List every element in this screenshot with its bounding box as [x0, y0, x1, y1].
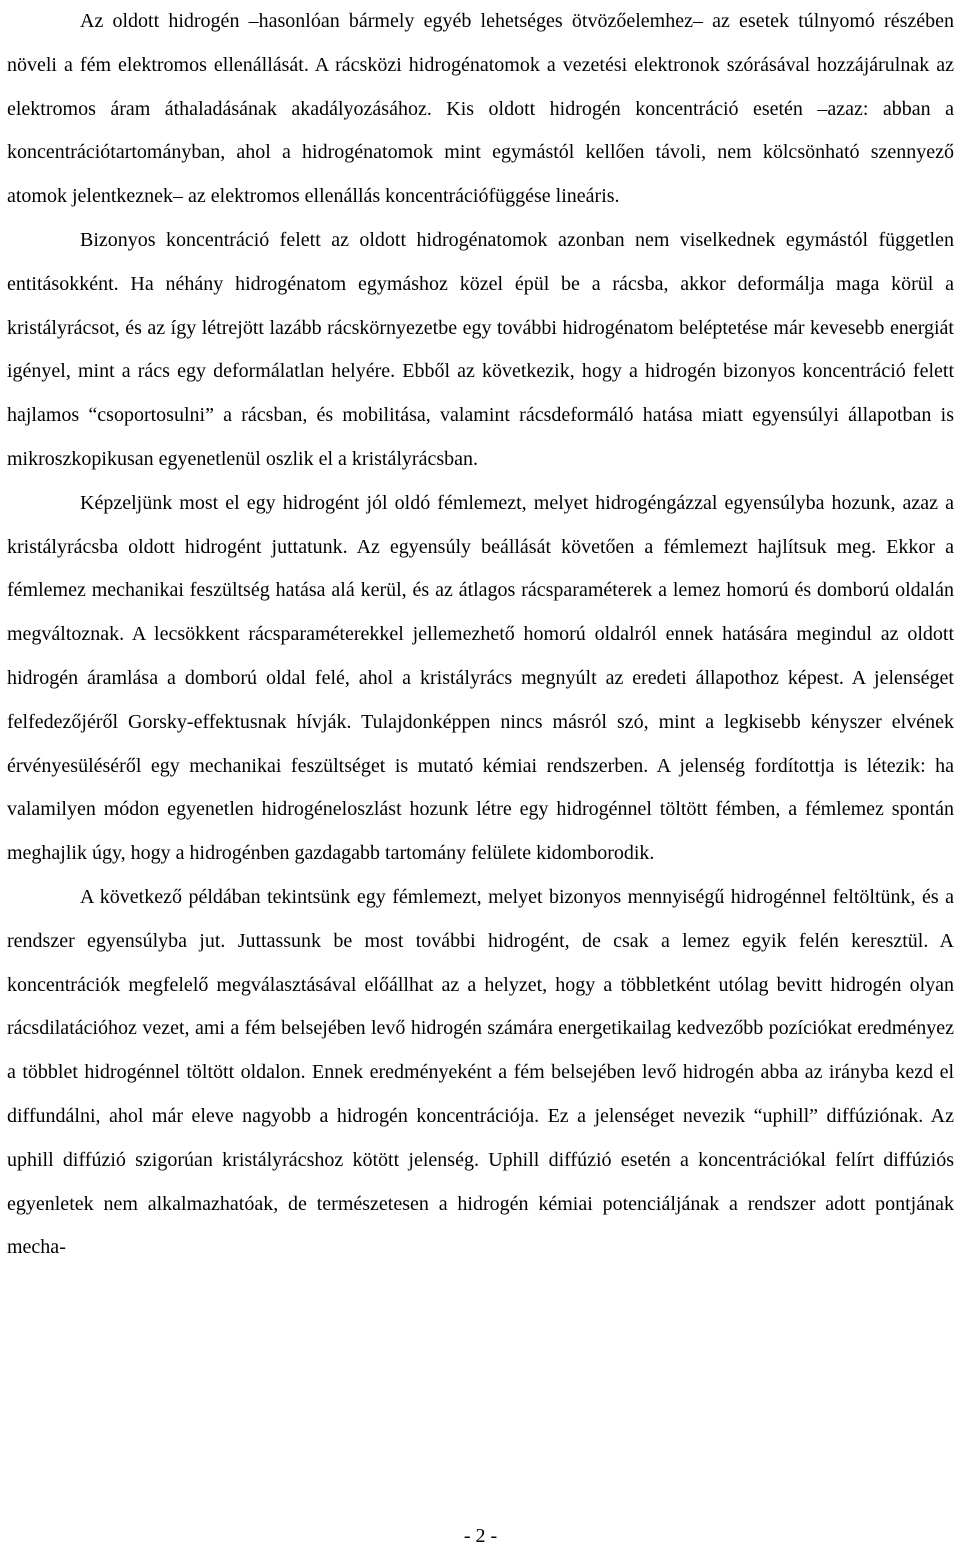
- paragraph-electrical-resistance: Az oldott hidrogén –hasonlóan bármely egyéb lehetséges ötvözőelemhez– az esetek túlnyomó részében növeli a fém elektromos ellenállását. A rácsközi hidrogénatomok a vezetési elektronok szórásával hozzájárulnak az elektromos áram áthaladásának akadályozásához. Kis oldott hidrogén koncentráció esetén –azaz: abban a koncentrációtartományban, ahol a hidrogénatomok mint egymástól kellően távoli, nem kölcsönható szennyező atomok jelentkeznek– az elektromos ellenállás koncentrációfüggése lineáris.: [7, 10, 954, 208]
- document-page: [7, 0, 954, 1547]
- paragraph-gorsky-effect: Képzeljünk most el egy hidrogént jól oldó fémlemezt, melyet hidrogéngázzal egyensúlyba hozunk, azaz a kristályrácsba oldott hidrogént juttatunk. Az egyensúly beállását követően a fémlemezt hajlítsuk meg. Ekkor a fémlemez mechanikai feszültség hatása alá kerül, és az átlagos rácsparaméterek a lemez homorú és domború oldalán megváltoznak. A lecsökkent rácsparaméterekkel jellemezhető homorú oldalról ennek hatására megindul az oldott hidrogén áramlása a domború oldal felé, ahol a kristályrács megnyúlt az eredeti állapothoz képest. A jelenséget felfedezőjéről Gorsky-effektusnak hívják. Tulajdonképpen nincs másról szó, mint a legkisebb kényszer elvének érvényesüléséről egy mechanikai feszültséget is mutató kémiai rendszerben. A jelenség fordítottja is létezik: ha valamilyen módon egyenetlen hidrogéneloszlást hozunk létre egy hidrogénnel töltött fémben, a fémlemez spontán meghajlik úgy, hogy a hidrogénben gazdagabb tartomány felülete kidomborodik.: [7, 491, 954, 865]
- document-body: [7, 0, 954, 1270]
- page-number: - 2 -: [463, 1525, 498, 1547]
- paragraph-hydrogen-clustering: Bizonyos koncentráció felett az oldott hidrogénatomok azonban nem viselkednek egymástól független entitásokként. Ha néhány hidrogénatom egymáshoz közel épül be a rácsba, akkor deformálja maga körül a kristályrácsot, és az így létrejött lazább rácskörnyezetbe egy további hidrogénatom beléptetése már kevesebb energiát igényel, mint a rács egy deformálatlan helyére. Ebből az következik, hogy a hidrogén bizonyos koncentráció felett hajlamos “csoportosulni” a rácsban, és mobilitása, valamint rácsdeformáló hatása miatt egyensúlyi állapotban is mikroszkopikusan egyenetlenül oszlik el a kristályrácsban.: [7, 228, 954, 470]
- paragraph-uphill-diffusion: A következő példában tekintsünk egy fémlemezt, melyet bizonyos mennyiségű hidrogénnel feltöltünk, és a rendszer egyensúlyba jut. Juttassunk be most további hidrogént, de csak a lemez egyik felén keresztül. A koncentrációk megfelelő megválasztásával előállhat az a helyzet, hogy a többletként utólag bevitt hidrogén olyan rácsdilatációhoz vezet, ami a fém belsejében levő hidrogén számára energetikailag kedvezőbb pozíciókat eredményez a többlet hidrogénnel töltött oldalon. Ennek eredményeként a fém belsejében levő hidrogén abba az irányba kezd el diffundálni, ahol már eleve nagyobb a hidrogén koncentrációja. Ez a jelenséget nevezik “uphill” diffúziónak. Az uphill diffúzió szigorúan kristályrácshoz kötött jelenség. Uphill diffúzió esetén a koncentrációkal felírt diffúziós egyenletek nem alkalmazhatóak, de természetesen a hidrogén kémiai potenciáljának a rendszer adott pontjának mecha-: [7, 885, 954, 1259]
